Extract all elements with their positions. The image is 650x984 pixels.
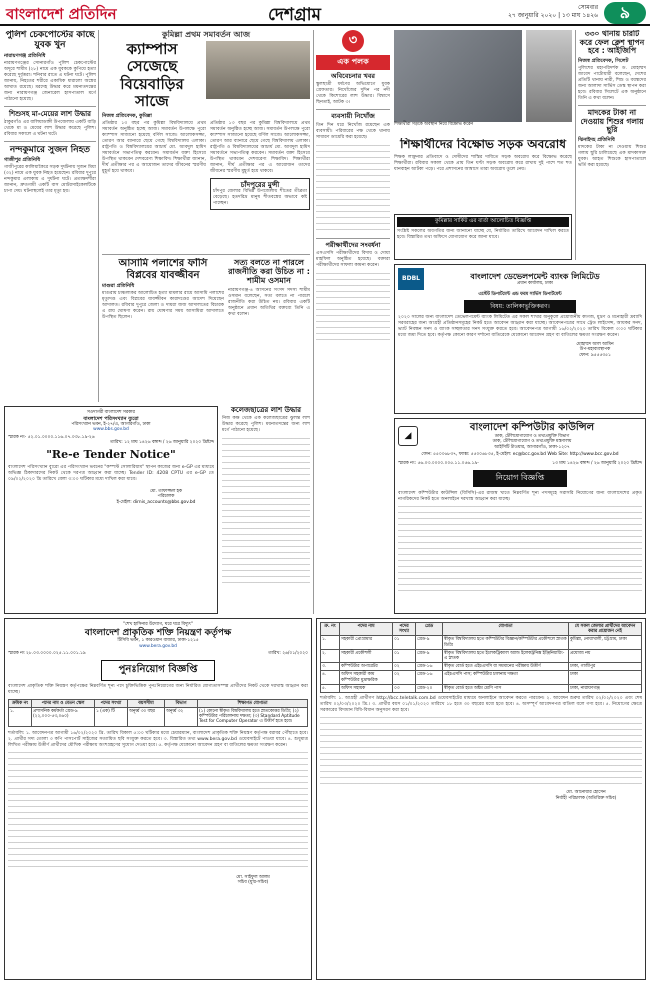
ek-polok-kicker: এক পলক	[316, 55, 390, 70]
bcc-address: আইসিটি টাওয়ার, আগারগাঁও, ঢাকা-১২০৭	[494, 444, 570, 450]
tender-sig-role: পরিচালক	[157, 494, 175, 500]
protest-body: শিক্ষক লাঞ্ছনার প্রতিবাদে ও দোষীদের শাস্তির দাবিতে সড়ক অবরোধ করে বিক্ষোভ করেছে শিক্ষার্থীরা। রবিবার সকাল থেকে প্রায় তিন ঘণ্টা সড়ক অবরোধ করে রাখায় দুই পাশে শত শত যানবাহন আটকা পড়ে। পরে প্রশাসনের আশ্বাসে তারা অবরোধ তুলে নেয়।	[394, 154, 572, 172]
bera-memo: স্মারক নং ২৮.০৩.০০০০.০২৫.১১.০০১.১৯	[8, 651, 86, 657]
page-number: ৯	[604, 2, 646, 24]
column-rule	[98, 30, 99, 402]
protest-photo-block	[394, 30, 522, 134]
th-dept: বিভাগ	[165, 699, 198, 707]
divider	[4, 106, 96, 107]
cell: সহকারী প্রোগ্রামার	[340, 636, 393, 649]
tender-agency: বাংলাদেশ পরিসংখ্যান ব্যুরো	[83, 415, 139, 422]
verdict-body: মাগুরায় চাঞ্চল্যকর আলোচিত হত্যা মামলার রায়ে আসামি পলাশের মৃত্যুদণ্ড এবং বিপ্লবের যাবজ্জীবন কারাদণ্ডের আদেশ দিয়েছেন আদালত। রবিবার দুপুরে জেলা ও দায়রা জজ আদালতের বিচারক এ রায় ঘোষণা করেন। রায় ঘোষণার সময় আসামিরা আদালতে উপস্থিত ছিলেন।	[102, 291, 224, 320]
bdbl-notice	[394, 264, 646, 414]
right-story1-title: ৩৩০ থানায় চারটি করে ফেল ক্লেশ স্থাপন হবে : আইজিপি	[579, 30, 645, 56]
masthead	[0, 0, 650, 26]
divider	[4, 141, 96, 142]
col-title: অবিবেচনার খবর	[331, 72, 375, 80]
divider	[578, 105, 646, 106]
lower-body: এসএসসি পরীক্ষার্থীদের বিদায় ও দোয়া মাহফিল অনুষ্ঠিত হয়েছে। বক্তারা পরীক্ষার্থীদের সাফল্য কামনা করেন।	[316, 251, 390, 269]
tender-signature: মো. তাফাজ্জল হক	[150, 488, 182, 494]
th-age: বয়সসীমা	[128, 699, 165, 707]
tender-web[interactable]: www.bbs.gov.bd	[93, 427, 129, 433]
col-body: স্কুলছাত্রী ধর্ষণের অভিযোগে যুবক গ্রেফতার। নিখোঁজের দুদিন পর নদী থেকে কিশোরের লাশ উদ্ধার। বিশ্বাসে ছিনতাই, আটক ৩।	[316, 82, 390, 106]
cell: প্রশাসনিক কর্মকর্তা গ্রেড-৯ (২২,০০০-৫৩,০৬০)	[32, 707, 95, 726]
comilla-kicker: কুমিল্লা প্রথম সমাবর্তন আজ	[161, 30, 251, 39]
campus-photo	[206, 41, 310, 99]
divider	[316, 238, 390, 239]
cell: অনূর্ধ্ব ৩২	[165, 707, 198, 726]
protest-photo-secondary	[526, 30, 572, 122]
bdbl-name: বাংলাদেশ ডেভেলপমেন্ট ব্যাংক লিমিটেড	[470, 271, 600, 281]
table-row	[321, 684, 642, 692]
comilla-story	[102, 30, 310, 252]
comilla-body-cont: প্রতিষ্ঠার ১৩ বছর পর কুমিল্লা বিশ্ববিদ্যালয়ে প্রথম সমাবর্তন অনুষ্ঠিত হচ্ছে আজ। সমাবর্তন উপলক্ষে পুরো ক্যাম্পাস সাজানো হয়েছে বর্ণিল সাজে। আলোকসজ্জা, তোরণ আর ব্যানারে ছেয়ে গেছে বিশ্ববিদ্যালয় এলাকা। রাষ্ট্রপতি ও বিশ্ববিদ্যালয়ের আচার্য মো. আবদুল হামিদ সমাবর্তনে সভাপতিত্ব করবেন। সমাবর্তন বক্তা হিসেবে উপস্থিত থাকবেন দেশবরেণ্য শিক্ষাবিদ। শিক্ষার্থীরা জানান, দীর্ঘ প্রতীক্ষার পর এ আয়োজন তাদের জীবনের স্মরণীয় মুহূর্ত হয়ে থাকবে।	[210, 121, 310, 175]
th-grade: গ্রেড	[416, 623, 443, 636]
bdbl-dept: এস্টেট ডিপার্টমেন্ট এন্ড ফরম সার্ভিস ডিপার্টমেন্ট	[478, 292, 562, 297]
cell: গ্রেড-৯	[416, 636, 443, 649]
weekday: সোমবার	[578, 4, 598, 11]
cell: ঢাকা, নারায়ণগঞ্জ	[569, 684, 642, 692]
table-row	[321, 649, 642, 662]
cell: স্বীকৃত বোর্ড হতে অষ্টম শ্রেণি পাস	[443, 684, 569, 692]
mid-notice	[394, 214, 572, 260]
side-body: চাঁদপুর জেলার বিভিন্ন উপজেলায় শীতের তীব্রতা বেড়েছে। হতদরিদ্র মানুষ শীতবস্ত্রের অভাবে কষ্ট পাচ্ছেন।	[213, 189, 307, 207]
protest-headline: শিক্ষার্থীদের বিক্ষোভ সড়ক অবরোধ	[400, 138, 566, 151]
table-row	[9, 707, 308, 726]
cell: গ্রেড-৯	[416, 649, 443, 662]
cell: ঢাকা	[569, 671, 642, 684]
cell: স্বীকৃত বিশ্ববিদ্যালয় হতে ইলেকট্রিক্যাল অ্যান্ড ইলেকট্রনিক্স ইঞ্জিনিয়ারিং-এ স্নাতক	[443, 649, 569, 662]
bdbl-signature: মোহাম্মদ আল আমিন	[576, 341, 614, 347]
bcc-ministry2: ডাক, টেলিযোগাযোগ ও তথ্যপ্রযুক্তি মন্ত্রণালয়	[492, 439, 572, 445]
story1-body: নারায়ণগঞ্জের সোনারগাঁও পুলিশ চেকপোস্টের অদূরে শামীম (২৮) নামে এক যুবককে কুপিয়ে হত্যা করেছে দুর্বৃত্তরা। শনিবার রাতে এ ঘটনা ঘটে। পুলিশ জানায়, নিহতের শরীরে একাধিক ধারালো অস্ত্রের আঘাত রয়েছে। মরদেহ উদ্ধার করে ময়নাতদন্তের জন্য নারায়ণগঞ্জ জেনারেল হাসপাতাল মর্গে পাঠানো হয়েছে।	[4, 60, 96, 102]
text-column	[8, 752, 308, 872]
cell: স্বীকৃত বিশ্ববিদ্যালয় হতে কম্পিউটার বিজ্ঞান/কম্পিউটার প্রকৌশলে স্নাতক ডিগ্রি	[444, 637, 567, 648]
bera-intro: বাংলাদেশ প্রাকৃতিক শক্তি নিয়ন্ত্রণ কর্তৃপক্ষের নিম্নবর্ণিত শূন্য পদে চুক্তিভিত্তিক পুনঃনিয়োগের জন্য নির্ধারিত যোগ্যতাসম্পন্ন প্রার্থীদের নিকট থেকে দরখাস্ত আহ্বান করা যাচ্ছে।	[8, 683, 308, 695]
right-story1-byline: নিজস্ব প্রতিবেদক, সিলেট	[578, 57, 629, 64]
bcc-signature: মো. আনোয়ার হোসেন	[566, 790, 606, 796]
cell: অফিস সহকারী কাম কম্পিউটার মুদ্রাক্ষরিক	[340, 671, 393, 684]
cell: কম্পিউটার অপারেটর	[340, 663, 393, 671]
cell: ৪.	[321, 671, 340, 684]
newspaper-logo: বাংলাদেশ প্রতিদিন	[6, 5, 117, 23]
bera-address: টিসিবি ভবন, ১ কারওয়ান বাজার, ঢাকা-১২১৫	[117, 637, 199, 643]
tender-notice	[4, 406, 218, 614]
mid-notice-body: সংশ্লিষ্ট সকলের অবগতির জন্য জানানো যাচ্ছে যে, নির্ধারিত তারিখে আবেদন দাখিল করতে হবে। বিস্তারিত তথ্য অফিসে যোগাযোগ করে জানা যাবে।	[397, 229, 569, 240]
cell: গ্রেড-১৬	[416, 663, 443, 671]
text-column	[316, 273, 390, 343]
cell: ০২	[393, 663, 416, 671]
tender-memo: স্মারক নং- ৫২.০১.০০০০.১১৬.০৭.০৩৮.১৯-২৬	[8, 434, 95, 440]
bera-notice	[4, 618, 312, 980]
th-post: পদের নাম	[340, 623, 393, 636]
verdict-story	[102, 258, 224, 400]
text-column	[222, 438, 310, 588]
tender-title: "Re-e Tender Notice"	[46, 447, 176, 461]
story2-title: শিশুসহ মা-মেয়ের লাশ উদ্ধার	[9, 109, 91, 118]
bera-table	[8, 699, 308, 727]
column-rule	[313, 30, 314, 614]
tender-email: ই-মেইল: dirnis_accounts@bbs.gov.bd	[116, 499, 196, 505]
bera-date: তারিখ: ২৬/০১/২০২০	[268, 651, 308, 657]
lower3-body: নিজ কক্ষ থেকে এক কলেজছাত্রের ঝুলন্ত লাশ উদ্ধার করেছে পুলিশ। ময়নাতদন্তের জন্য লাশ মর্গে পাঠানো হয়েছে।	[222, 416, 310, 434]
cell: স্বীকৃত বোর্ড হতে এইচএসসি বা সমমানের পরীক্ষায় উত্তীর্ণ	[443, 663, 569, 671]
cell: ০১	[393, 636, 416, 649]
lower-left-stories	[222, 406, 310, 614]
bera-name: বাংলাদেশ প্রাকৃতিক শক্তি নিয়ন্ত্রণ কর্তৃপক্ষ	[84, 627, 232, 638]
column-rule	[575, 30, 576, 260]
shamim-title: সত্য বলতে না পারলে রাজনীতি করা উচিত না : শামীম ওসমান	[228, 258, 310, 286]
cell: ০২	[393, 671, 416, 684]
lower2-body: তিন দিন ধরে নিখোঁজ রয়েছেন এক ব্যবসায়ী। পরিবারের পক্ষ থেকে থানায় সাধারণ ডায়েরি করা হয়েছে।	[316, 122, 390, 140]
protest-photo	[394, 30, 522, 122]
cell: গ্রেড-২০	[416, 684, 443, 692]
table-row	[321, 663, 642, 671]
comilla-headline: ক্যাম্পাস সেজেছে বিয়েবাড়ির সাজে	[120, 40, 184, 110]
right-story2-title: মাদকের টাকা না দেওয়ায় শিশুর গলায় ছুরি	[580, 107, 644, 135]
cell: এইচএসসি পাস; কম্পিউটার চালনায় দক্ষতা	[443, 671, 569, 684]
th-post: পদের নাম ও বেতন স্কেল	[32, 699, 95, 707]
story1-byline: নারায়ণগঞ্জ প্রতিনিধি	[4, 52, 46, 59]
th-qualification: যোগ্যতা	[443, 623, 569, 636]
bcc-table	[320, 622, 642, 693]
text-column	[398, 506, 642, 596]
right-story1-body: পুলিশের মহাপরিদর্শক ড. মোহাম্মদ জাবেদ পাটোয়ারী বলেছেন, দেশের প্রতিটি থানায় নারী, শিশু ও বয়স্কদের জন্য আলাদা সার্ভিস ডেস্ক স্থাপন করা হবে। রবিবার সিলেটে এক অনুষ্ঠানে তিনি এ কথা বলেন।	[578, 65, 646, 101]
table-row	[321, 636, 642, 649]
bcc-title: নিয়োগ বিজ্ঞপ্তি	[473, 470, 567, 487]
cell: ০১	[393, 649, 416, 662]
cell: ১.	[321, 636, 340, 649]
cell: ০৩	[393, 684, 416, 692]
ek-polok-column	[316, 30, 390, 430]
bdbl-office: প্রধান কার্যালয়, ঢাকা	[517, 280, 553, 286]
cell: কুমিল্লা, নোয়াখালী, চট্টগ্রাম, ঢাকা	[569, 636, 642, 649]
tender-header: সওদাগরী বাংলাদেশ সরকার	[87, 410, 135, 415]
bdbl-phone: ফোন: ৯৫৫৫৩৫১	[579, 352, 611, 358]
bdbl-sig-role: উপ-মহাব্যবস্থাপক	[579, 347, 611, 353]
mid-notice-banner: কুমিল্লার সার্কিট এর বার্তা আলোচিত বিজ্ঞপ্তি	[397, 217, 569, 227]
table-row	[321, 671, 642, 684]
cell: গ্রেড-১৬	[416, 671, 443, 684]
bera-sig-role: সচিব (যুগ্ম-সচিব)	[237, 880, 269, 886]
story1-title: পুলিশ চেকপোস্টের কাছে যুবক খুন	[5, 30, 95, 51]
lower2-title: ব্যবসায়ী নিখোঁজ	[331, 112, 375, 121]
story3-byline: গাজীপুর প্রতিনিধি	[4, 157, 41, 164]
bcc-conditions: শর্তাবলি: ১. আগ্রহী প্রার্থীগণ http://bcc.teletalk.com.bd ওয়েবসাইটের মাধ্যমে অনলাইনে আবেদন করতে পারবেন। ২. আবেদন শুরুর তারিখ ০২/০২/২০২০ এবং শেষ তারিখ ০২/০৩/২০২০ খ্রি.। ৩. প্রার্থীর বয়স ০১/০১/২০২০ তারিখে ১৮ হতে ৩০ বছরের মধ্যে হতে হবে। ৪. অসম্পূর্ণ আবেদনপত্র বাতিল বলে গণ্য হবে। ৫. নিয়োগের ক্ষেত্রে সরকারের বিদ্যমান বিধি-বিধান অনুসরণ করা হবে।	[320, 696, 642, 714]
bdbl-subject: বিষয়: তালিকাভুক্তিকরণ।	[464, 300, 576, 313]
bdbl-body: ২০২০ সালের জন্য বাংলাদেশ ডেভেলপমেন্ট ব্যাংক লিমিটেড এর সকল শাখার অনুকূলে প্রয়োজনীয় কাগজ, মুদ্রণ ও মনোহারী দ্রব্যাদি সরবরাহের জন্য আগ্রহী প্রতিষ্ঠানসমূহের নিকট হতে আবেদন আহ্বান করা যাচ্ছে। আবেদনপত্রের সাথে ট্রেড লাইসেন্স, আয়কর সনদ, ভ্যাট নিবন্ধন সনদ ও ব্যাংক সচ্ছলতার সনদ সংযুক্ত করতে হবে। আবেদনপত্র আগামী ১৬/০২/২০২০ তারিখ বিকেল ৩:০০ ঘটিকার মধ্যে জমা দিতে হবে। কর্তৃপক্ষ কোনো কারণ দর্শানো ব্যতিরেকে যেকোনো আবেদন গ্রহণ বা বাতিলের ক্ষমতা সংরক্ষণ করেন।	[398, 314, 642, 338]
bcc-notice-top	[394, 418, 646, 614]
shamim-story	[228, 258, 310, 400]
bera-slogan: "শেখ হাসিনার উদ্যোগ, ঘরে ঘরে বিদ্যুৎ"	[122, 622, 194, 627]
right-story2-body: মাদকের টাকা না দেওয়ায় শিশুর গলায় ছুরি চালিয়েছে এক মাদকাসক্ত যুবক। আহত শিশুকে হাসপাতালে ভর্তি করা হয়েছে।	[578, 144, 646, 168]
story3-body: গাজীপুরের কালিয়াকৈরে সড়ক দুর্ঘটনায় সুজন মিয়া (৩২) নামে এক যুবক নিহত হয়েছেন। রবিবার দুপুরে নন্দকুমার এলাকায় এ দুর্ঘটনা ঘটে। প্রত্যক্ষদর্শীরা জানান, দ্রুতগামী একটি বাস মোটরসাইকেলটিকে চাপা দেয়। ঘটনাস্থলেই তার মৃত্যু হয়।	[4, 165, 96, 195]
th-districts: যে সকল জেলার প্রার্থীদের আবেদন করার প্রয়োজন নেই	[569, 623, 642, 636]
cell: সহকারী প্রকৌশলী	[340, 649, 393, 662]
cell: প্রযোজ্য নয়	[569, 649, 642, 662]
protest-story	[394, 138, 572, 212]
bera-title: পুনঃনিয়োগ বিজ্ঞপ্তি	[101, 660, 215, 681]
cell: ১ (এক) টি	[95, 707, 128, 726]
right-story2-byline: ঝিনাইদহ প্রতিনিধি	[578, 136, 615, 143]
cell: অফিস সহায়ক	[340, 684, 393, 692]
cell: ৩.	[321, 663, 340, 671]
date: ২৭ জানুয়ারি ২০২০ | ১৩ মাঘ ১৪২৬	[507, 12, 598, 19]
protest-caption: শিক্ষার্থীরা সড়কে অবস্থান নিয়ে বিক্ষোভ করেন	[394, 122, 474, 127]
text-column	[320, 717, 642, 787]
cell: (১) কোনো স্বীকৃত বিশ্ববিদ্যালয় হতে স্নাতকোত্তর ডিগ্রি; (২) কম্পিউটার পরিচালনায় দক্ষতা; (৩) Standard Aptitude Test for Computer Operator এ উত্তীর্ণ হতে হবে।	[198, 707, 308, 726]
th-serial: ক্রমিক নং	[9, 699, 32, 707]
comilla-byline: নিজস্ব প্রতিবেদক, কুমিল্লা	[102, 113, 152, 120]
th-qualification: শিক্ষাগত যোগ্যতা	[198, 699, 308, 707]
dateline	[478, 4, 598, 20]
bdbl-logo: BDBL	[398, 268, 424, 290]
divider	[102, 254, 310, 255]
side-title: চাঁদপুরের মুন্সী	[240, 181, 280, 190]
cell: অনূর্ধ্ব ৩০ বছর	[128, 707, 165, 726]
bera-web[interactable]: www.bera.gov.bd	[139, 643, 177, 649]
cell: ১.	[9, 707, 32, 726]
cell: ২.	[321, 649, 340, 662]
text-column	[316, 145, 390, 235]
left-column	[4, 30, 96, 402]
comilla-body: প্রতিষ্ঠার ১৩ বছর পর কুমিল্লা বিশ্ববিদ্যালয়ে প্রথম সমাবর্তন অনুষ্ঠিত হচ্ছে আজ। সমাবর্তন উপলক্ষে পুরো ক্যাম্পাস সাজানো হয়েছে বর্ণিল সাজে। আলোকসজ্জা, তোরণ আর ব্যানারে ছেয়ে গেছে বিশ্ববিদ্যালয় এলাকা। রাষ্ট্রপতি ও বিশ্ববিদ্যালয়ের আচার্য মো. আবদুল হামিদ সমাবর্তনে সভাপতিত্ব করবেন। সমাবর্তন বক্তা হিসেবে উপস্থিত থাকবেন দেশবরেণ্য শিক্ষাবিদ। শিক্ষার্থীরা জানান, দীর্ঘ প্রতীক্ষার পর এ আয়োজন তাদের জীবনের স্মরণীয় মুহূর্ত হয়ে থাকবে।	[102, 121, 206, 175]
bcc-memo: স্মারক নং: ৫৬.০৩.০০০০.০০৫.১১.০৫৬.১৯-	[398, 460, 479, 466]
story2-body: ঠাকুরগাঁও এর বালিয়াডাঙ্গী উপজেলায় একটি বাড়ি থেকে মা ও মেয়ের লাশ উদ্ধার করেছে পুলিশ। রবিবার সকালে এ ঘটনা ঘটে।	[4, 119, 96, 137]
verdict-byline: মাগুরা প্রতিনিধি	[102, 283, 135, 289]
bcc-date: ১৩ মাঘ ১৪২৬ বঙ্গাব্দ / ২৬ জানুয়ারি ২০২০ খ্রিষ্টাব্দ	[552, 460, 642, 466]
lower-title: পরীক্ষার্থীদের সংবর্ধনা	[325, 240, 381, 249]
bcc-ministry: ডাক, টেলিযোগাযোগ ও তথ্যপ্রযুক্তি বিভাগ	[494, 433, 570, 439]
bcc-name: বাংলাদেশ কম্পিউটার কাউন্সিল	[469, 422, 595, 433]
cell: ঢাকা, গাজীপুর	[569, 663, 642, 671]
tender-address: পরিসংখ্যান ভবন, ই-২৭/এ, আগারগাঁও, ঢাকা	[71, 421, 151, 427]
column-badge: ৩	[342, 30, 364, 52]
lower3-title: কলেজছাত্রের লাশ উদ্ধার	[231, 406, 301, 414]
th-count: পদের সংখ্যা	[393, 623, 416, 636]
bera-signature: মো. সাইফুল আলম	[236, 874, 270, 880]
right-column	[578, 30, 646, 260]
divider	[316, 109, 390, 110]
th-serial: ক্র. নং	[321, 623, 340, 636]
story3-title: নন্দকুমারে সুজন নিহত	[9, 144, 91, 155]
bera-conditions: শর্তাবলি: ১. আবেদনপত্র আগামী ১৬/০২/২০২০ খ্রি. তারিখ বিকাল ৫:০০ ঘটিকার মধ্যে চেয়ারম্যান, বাংলাদেশ প্রাকৃতিক শক্তি নিয়ন্ত্রণ কর্তৃপক্ষ বরাবর পৌঁছাতে হবে। ২. প্রার্থীর সদ্য তোলা ৩ কপি পাসপোর্ট সাইজের সত্যায়িত ছবি সংযুক্ত করতে হবে। ৩. বিস্তারিত তথ্য www.bera.gov.bd ওয়েবসাইটে পাওয়া যাবে। ৪. শুধুমাত্র লিখিত পরীক্ষায় উত্তীর্ণ প্রার্থীদের মৌখিক পরীক্ষায় অংশগ্রহণের সুযোগ দেওয়া হবে। ৫. কর্তৃপক্ষ যেকোনো আবেদন গ্রহণ বা বাতিলের ক্ষমতা সংরক্ষণ করেন।	[8, 730, 308, 748]
tender-body: বাংলাদেশ পরিসংখ্যান ব্যুরো এর পরিসংখ্যান ভবনের "কম্পস্ট সোলারিয়াম" স্থাপন কাজের জন্য e-GP এর মাধ্যমে অভিজ্ঞ ঠিকাদারদের নিকট থেকে দরপত্র আহ্বান করা যাচ্ছে। Tender ID: 4208 CPTU এর e-GP তে ০৯/০২/২০২০ খ্রি তারিখে বেলা ৩:০০ ঘটিকার মধ্যে দাখিল করা যাবে।	[8, 464, 214, 482]
bcc-logo-icon: ◢	[398, 426, 418, 446]
bcc-sig-role: নির্বাহী পরিচালক (অতিরিক্ত সচিব)	[555, 795, 617, 801]
bcc-intro: বাংলাদেশ কম্পিউটার কাউন্সিল (বিসিসি)-এর রাজস্ব খাতে নিম্নবর্ণিত শূন্য পদসমূহে সরাসরি নিয়োগের জন্য বাংলাদেশের প্রকৃত নাগরিকদের নিকট হতে অনলাইনে দরখাস্ত আহ্বান করা যাচ্ছে।	[398, 491, 642, 503]
cell: ৫.	[321, 684, 340, 692]
tender-date: তারিখ: ১২ মাঘ ১৪২৬ বঙ্গাব্দ / ২৬ জানুয়ারি ২০২০ খ্রিষ্টাব্দ	[110, 440, 214, 446]
protest-photo-2	[526, 30, 572, 134]
bcc-contact: ফোন: ৫৫০০৬৮৩৭, ফ্যাক্স: ৫৫০০৬৮৩৫, ই-মেইল: ec@bcc.gov.bd Web Site: http://www.bcc.gov.bd	[421, 452, 619, 458]
shamim-body: নারায়ণগঞ্জ-৪ আসনের সংসদ সদস্য শামীম ওসমান বলেছেন, সত্য বলতে না পারলে রাজনীতি করা উচিত নয়। রবিবার একটি অনুষ্ঠানে প্রধান অতিথির বক্তব্যে তিনি এ কথা বলেন।	[228, 287, 310, 317]
th-count: পদের সংখ্যা	[95, 699, 128, 707]
bcc-recruitment	[316, 618, 646, 980]
section-title: দেশগ্রাম	[268, 5, 321, 25]
verdict-title: আসামি পলাশের ফাঁসি বিপ্লবের যাবজ্জীবন	[118, 258, 208, 281]
